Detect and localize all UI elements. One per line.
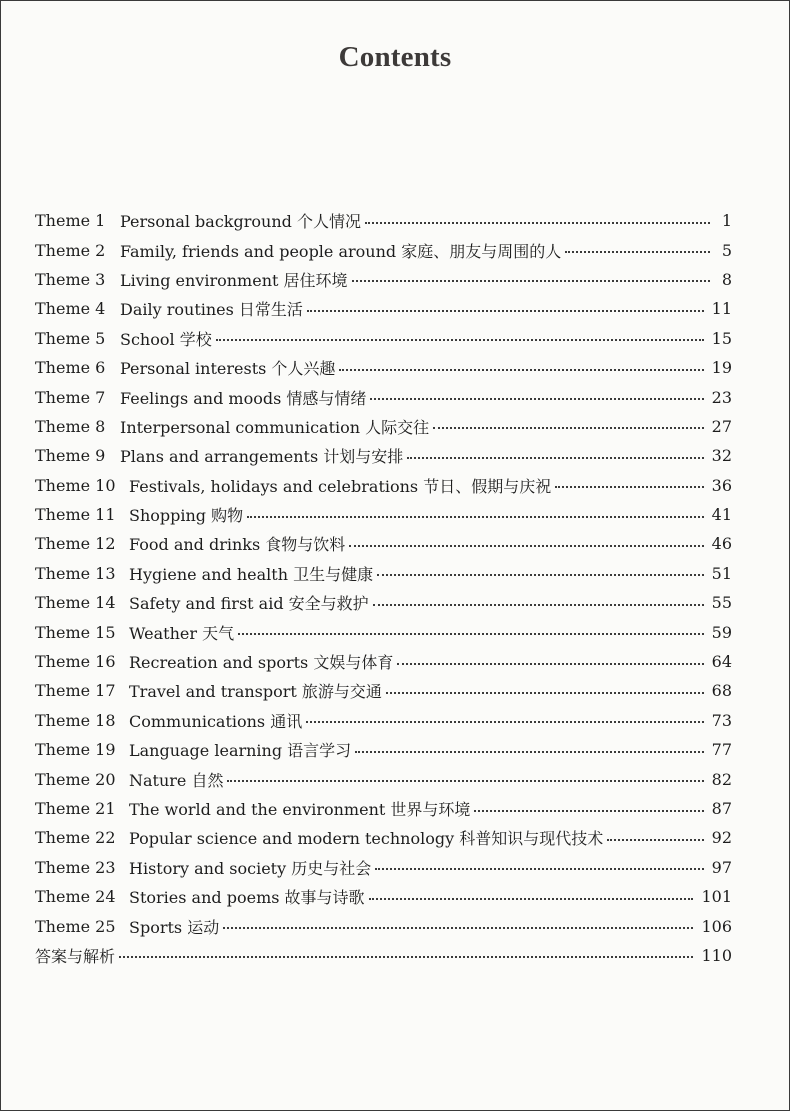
toc-entry-title: Living environment 居住环境: [120, 270, 348, 290]
dot-leader: [119, 956, 693, 958]
toc-entry[interactable]: [35, 735, 732, 764]
toc-page-number: 110: [701, 945, 732, 965]
toc-theme-number: Theme 10: [35, 475, 116, 495]
toc-entry[interactable]: [35, 412, 732, 441]
toc-page-number: 23: [711, 387, 732, 407]
toc-entry[interactable]: [35, 853, 732, 882]
toc-entry-title: Stories and poems 故事与诗歌: [129, 888, 365, 908]
toc-page-number: 1: [721, 211, 732, 231]
toc-theme-number: Theme 19: [35, 740, 116, 760]
toc-entry[interactable]: [35, 794, 732, 823]
toc-theme-number: Theme 13: [35, 563, 116, 583]
dot-leader: [373, 604, 704, 606]
dot-leader: [306, 721, 703, 723]
toc-entry-title: 答案与解析: [35, 946, 116, 966]
toc-entry-title: Recreation and sports 文娱与体育: [129, 653, 394, 673]
toc-entry-title: Personal interests 个人兴趣: [120, 359, 336, 379]
toc-entry-title: Weather 天气: [129, 623, 235, 643]
toc-page-number: 106: [701, 916, 732, 936]
toc-page-number: 59: [711, 622, 732, 642]
dot-leader: [565, 251, 710, 253]
dot-leader: [433, 427, 703, 429]
dot-leader: [349, 545, 703, 547]
toc-entry[interactable]: [35, 265, 732, 294]
toc-page-number: 5: [721, 240, 732, 260]
toc-entry-title: Personal background 个人情况: [120, 212, 361, 232]
toc-page-number: 92: [711, 828, 732, 848]
toc-entry-title: School 学校: [120, 329, 212, 349]
toc-page-number: 8: [721, 269, 732, 289]
toc-page-number: 87: [711, 799, 732, 818]
toc-entry-title: Interpersonal communication 人际交往: [120, 417, 430, 437]
dot-leader: [339, 369, 703, 371]
toc-entry-title: Plans and arrangements 计划与安排: [120, 447, 404, 467]
toc-entry[interactable]: [35, 941, 732, 970]
toc-theme-number: Theme 25: [35, 916, 116, 936]
toc-entry-title: Nature 自然: [129, 770, 224, 790]
toc-entry[interactable]: [35, 647, 732, 676]
toc-theme-number: Theme 5: [35, 328, 106, 348]
toc-theme-number: Theme 17: [35, 681, 116, 701]
toc-entry[interactable]: [35, 823, 732, 852]
toc-page-number: 15: [711, 328, 732, 348]
toc-entry-title: Daily routines 日常生活: [120, 300, 303, 320]
dot-leader: [247, 516, 704, 518]
toc-theme-number: Theme 2: [35, 240, 106, 260]
toc-theme-number: Theme 4: [35, 299, 106, 319]
toc-entry[interactable]: [35, 617, 732, 646]
toc-page-number: 27: [711, 416, 732, 436]
toc-theme-number: Theme 8: [35, 416, 106, 436]
toc-entry-title: Food and drinks 食物与饮料: [129, 535, 346, 555]
toc-entry[interactable]: [35, 911, 732, 940]
dot-leader: [377, 574, 704, 576]
toc-theme-number: Theme 22: [35, 828, 116, 848]
table-of-contents: [35, 206, 732, 970]
toc-entry-title: The world and the environment 世界与环境: [129, 800, 471, 819]
toc-entry-title: Safety and first aid 安全与救护: [129, 594, 369, 614]
toc-entry[interactable]: [35, 294, 732, 323]
dot-leader: [369, 898, 694, 900]
toc-entry-title: Hygiene and health 卫生与健康: [129, 564, 374, 584]
toc-entry-title: Travel and transport 旅游与交通: [129, 682, 382, 702]
toc-page-number: 55: [711, 593, 732, 613]
toc-page-number: 77: [711, 740, 732, 760]
toc-page-number: 64: [711, 652, 732, 672]
toc-theme-number: Theme 23: [35, 857, 116, 877]
toc-page-number: 11: [711, 299, 732, 319]
toc-entry-title: Sports 运动: [129, 917, 220, 937]
toc-theme-number: Theme 9: [35, 446, 106, 466]
toc-entry-title: Popular science and modern technology 科普知识与现代技术: [129, 829, 604, 849]
toc-page-number: 68: [711, 681, 732, 701]
dot-leader: [355, 751, 703, 753]
toc-theme-number: Theme 21: [35, 799, 116, 818]
dot-leader: [397, 663, 703, 665]
toc-entry-title: Feelings and moods 情感与情绪: [120, 388, 367, 408]
page-title: Contents: [338, 41, 452, 73]
toc-entry[interactable]: [35, 471, 732, 500]
dot-leader: [238, 633, 704, 635]
dot-leader: [223, 927, 693, 929]
toc-theme-number: Theme 20: [35, 769, 116, 789]
toc-page-number: 82: [711, 769, 732, 789]
toc-page-number: 73: [711, 710, 732, 730]
toc-theme-number: Theme 24: [35, 887, 116, 907]
toc-entry[interactable]: [35, 382, 732, 411]
toc-entry[interactable]: [35, 588, 732, 617]
toc-page-number: 19: [711, 358, 732, 378]
toc-entry[interactable]: [35, 206, 732, 235]
toc-entry[interactable]: [35, 764, 732, 793]
toc-theme-number: Theme 18: [35, 710, 116, 730]
dot-leader: [365, 222, 710, 224]
toc-entry[interactable]: [35, 529, 732, 558]
dot-leader: [555, 486, 703, 488]
toc-page-number: 46: [711, 534, 732, 554]
dot-leader: [407, 457, 703, 459]
toc-entry-title: Shopping 购物: [129, 506, 244, 526]
toc-entry[interactable]: [35, 324, 732, 353]
dot-leader: [375, 868, 703, 870]
toc-page-number: 41: [711, 505, 732, 525]
dot-leader: [370, 398, 703, 400]
toc-entry-title: History and society 历史与社会: [129, 858, 372, 878]
toc-page-number: 32: [711, 446, 732, 466]
toc-theme-number: Theme 6: [35, 358, 106, 378]
toc-entry[interactable]: [35, 353, 732, 382]
toc-entry[interactable]: [35, 706, 732, 735]
toc-entry[interactable]: [35, 441, 732, 470]
dot-leader: [607, 839, 703, 841]
toc-page-number: 97: [711, 857, 732, 877]
toc-theme-number: Theme 15: [35, 622, 116, 642]
toc-entry-title: Family, friends and people around 家庭、朋友与周围的人: [120, 241, 562, 261]
toc-entry-title: Language learning 语言学习: [129, 741, 352, 761]
dot-leader: [227, 780, 703, 782]
toc-entry[interactable]: [35, 500, 732, 529]
toc-page-number: 36: [711, 475, 732, 495]
dot-leader: [474, 810, 703, 812]
toc-theme-number: Theme 12: [35, 534, 116, 554]
toc-entry[interactable]: [35, 882, 732, 911]
toc-theme-number: Theme 3: [35, 269, 106, 289]
toc-theme-number: Theme 14: [35, 593, 116, 613]
dot-leader: [386, 692, 704, 694]
toc-entry[interactable]: [35, 235, 732, 264]
toc-page-number: 101: [701, 887, 732, 907]
dot-leader: [352, 280, 710, 282]
toc-theme-number: Theme 1: [35, 211, 106, 231]
dot-leader: [216, 339, 704, 341]
toc-entry[interactable]: [35, 676, 732, 705]
toc-theme-number: Theme 11: [35, 505, 116, 525]
toc-entry-title: Festivals, holidays and celebrations 节日、假期与庆祝: [129, 476, 552, 496]
toc-entry[interactable]: [35, 559, 732, 588]
dot-leader: [307, 310, 704, 312]
toc-page-number: 51: [711, 563, 732, 583]
toc-theme-number: Theme 16: [35, 652, 116, 672]
toc-theme-number: Theme 7: [35, 387, 106, 407]
toc-entry-title: Communications 通讯: [129, 711, 303, 731]
